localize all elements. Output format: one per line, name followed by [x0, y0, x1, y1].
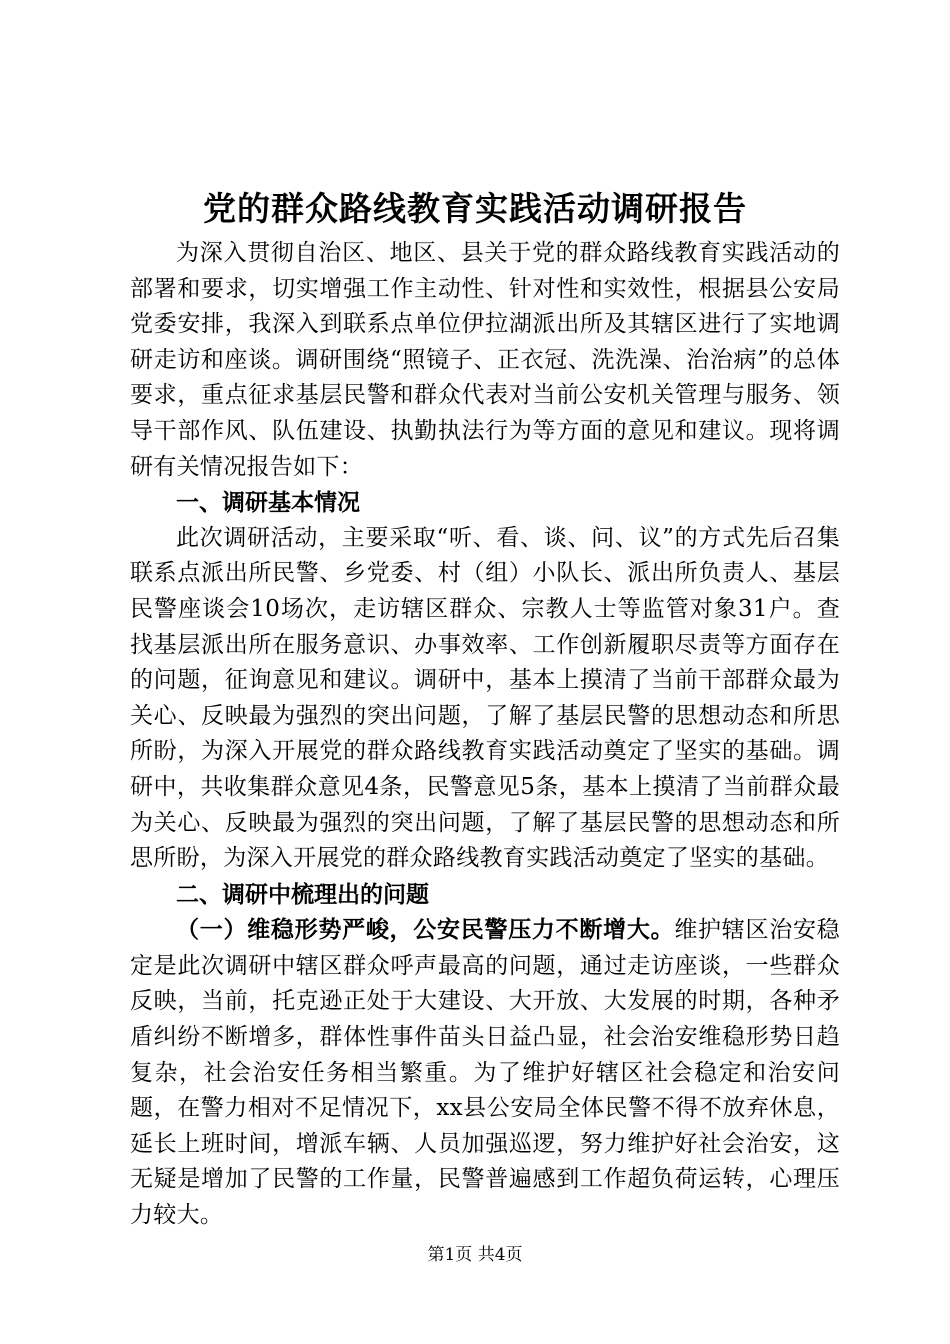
section-2-item-1-paragraph — [130, 912, 840, 1233]
section-2-item-1-text: 维护辖区治安稳定是此次调研中辖区群众呼声最高的问题，通过走访座谈，一些群众反映，当前，托克逊正处于大建设、大开放、大发展的时期，各种矛盾纠纷不断增多，群体性事件苗头日益凸显，社会治安维稳形势日趋复杂，社会治安任务相当繁重。为了维护好辖区社会稳定和治安问题，在警力相对不足情况下，xx县公安局全体民警不得不放弃休息，延长上班时间，增派车辆、人员加强巡逻，努力维护好社会治安，这无疑是增加了民警的工作量，民警普遍感到工作超负荷运转，心理压力较大。 — [130, 917, 840, 1229]
section-2-heading: 二、调研中梳理出的问题 — [176, 880, 429, 908]
section-1-heading: 一、调研基本情况 — [176, 489, 360, 517]
page-footer: 第1页 共4页 — [427, 1245, 523, 1265]
document-body — [130, 236, 840, 1234]
document-title: 党的群众路线教育实践活动调研报告 — [203, 189, 747, 228]
section-2-item-1-lead: （一）维稳形势严峻，公安民警压力不断增大。 — [176, 916, 675, 944]
section-1-paragraph: 此次调研活动，主要采取“听、看、谈、问、议”的方式先后召集联系点派出所民警、乡党委、村（组）小队长、派出所负责人、基层民警座谈会10场次，走访辖区群众、宗教人士等监管对象31户。查找基层派出所在服务意识、办事效率、工作创新履职尽责等方面存在的问题，征询意见和建议。调研中，基本上摸清了当前干部群众最为关心、反映最为强烈的突出问题，了解了基层民警的思想动态和所思所盼，为深入开展党的群众路线教育实践活动奠定了坚实的基础。调研中，共收集群众意见4条，民警意见5条，基本上摸清了当前群众最为关心、反映最为强烈的突出问题，了解了基层民警的思想动态和所思所盼，为深入开展党的群众路线教育实践活动奠定了坚实的基础。 — [130, 524, 840, 872]
intro-paragraph: 为深入贯彻自治区、地区、县关于党的群众路线教育实践活动的部署和要求，切实增强工作主动性、针对性和实效性，根据县公安局党委安排，我深入到联系点单位伊拉湖派出所及其辖区进行了实地调研走访和座谈。调研围绕“照镜子、正衣冠、洗洗澡、治治病”的总体要求，重点征求基层民警和群众代表对当前公安机关管理与服务、领导干部作风、队伍建设、执勤执法行为等方面的意见和建议。现将调研有关情况报告如下： — [130, 240, 840, 480]
